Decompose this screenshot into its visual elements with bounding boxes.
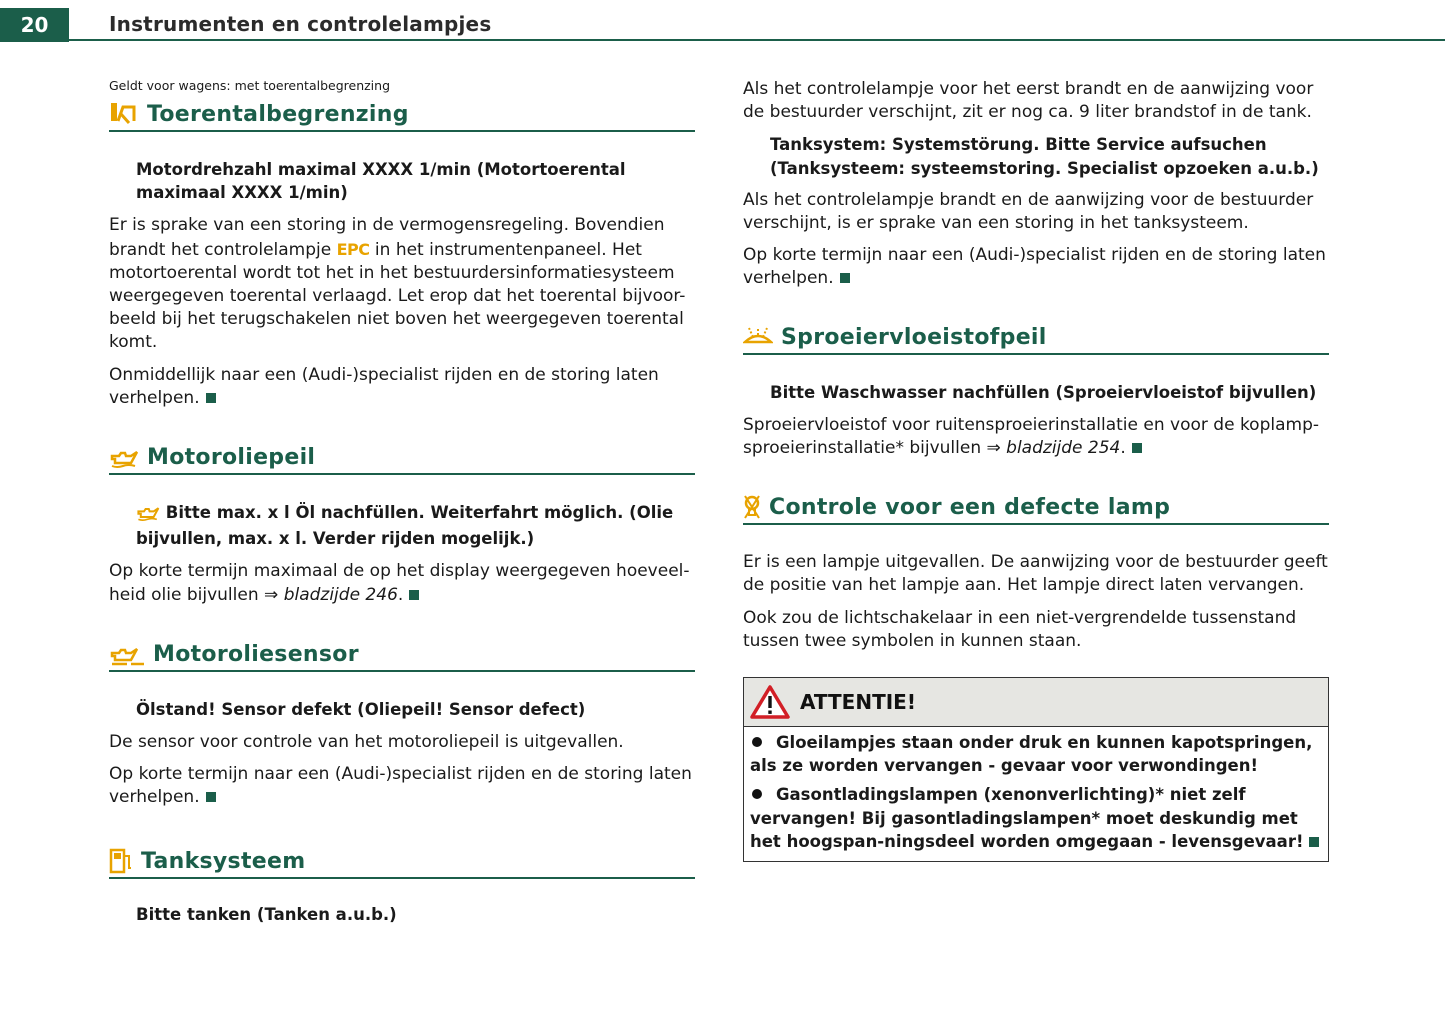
bulb-failure-icon	[743, 494, 761, 520]
paragraph-text: .	[1120, 438, 1126, 459]
section-title: Tanksysteem	[141, 848, 306, 874]
paragraph	[743, 244, 1329, 290]
display-message: Motordrehzahl maximal XXXX 1/min (Motortoerental maximaal XXXX 1/min)	[136, 160, 626, 203]
section-heading-motoroliesensor	[109, 636, 695, 672]
display-message	[109, 501, 695, 550]
page-reference-link[interactable]: bladzijde 254	[1006, 438, 1121, 459]
oil-can-icon	[136, 504, 160, 527]
arrow-icon: ⇒	[264, 584, 279, 605]
oil-sensor-icon	[109, 641, 145, 667]
oil-can-icon	[109, 444, 139, 470]
section-title: Controle voor een defecte lamp	[769, 495, 1171, 521]
warning-item	[750, 783, 1322, 853]
paragraph-text: Op korte termijn naar een (Audi-)specialist rijden en de storing laten verhelpen.	[109, 764, 692, 808]
bullet-icon	[752, 789, 762, 799]
end-marker	[206, 393, 216, 403]
end-marker	[206, 792, 216, 802]
paragraph-text: Onmiddellijk naar een (Audi-)specialist rijden en de storing laten verhelpen.	[109, 364, 659, 408]
page-reference-link[interactable]: bladzijde 246	[283, 584, 398, 605]
paragraph	[109, 364, 695, 410]
fuel-pump-icon	[109, 848, 133, 874]
warning-triangle-icon	[750, 684, 790, 720]
paragraph	[743, 414, 1329, 460]
header-rule	[69, 39, 1445, 41]
warning-body	[744, 727, 1328, 861]
warning-header	[744, 678, 1328, 727]
section-title: Toerentalbegrenzing	[147, 102, 409, 127]
section-heading-sproeiervloeistofpeil	[743, 319, 1329, 355]
warning-box	[743, 677, 1329, 862]
chapter-title: Instrumenten en controlelampjes	[109, 12, 492, 36]
right-column	[743, 78, 1329, 862]
end-marker	[1132, 443, 1142, 453]
paragraph	[109, 214, 695, 354]
section-title: Sproeiervloeistofpeil	[781, 324, 1047, 350]
section-title: Motoroliesensor	[153, 641, 359, 667]
bullet-icon	[752, 737, 762, 747]
applies-note: Geldt voor wagens: met toerentalbegrenzing	[109, 78, 391, 93]
paragraph: Er is een lampje uitgevallen. De aanwijzing voor de bestuurder geeft de positie van het lampje aan. Het lampje direct laten vervangen.	[743, 552, 1328, 596]
paragraph-text: in het instrumentenpaneel. Het motortoerental wordt tot het in het bestuurdersinformatiesysteem weergegeven toerental verlaagd. Let erop dat het toerental bijvoor-beeld bij het terugschakelen niet boven het weergegeven toerental komt.	[109, 239, 686, 353]
section-heading-motoroliepeil	[109, 439, 695, 475]
display-message: Bitte tanken (Tanken a.u.b.)	[136, 904, 397, 924]
paragraph	[109, 763, 695, 809]
paragraph: Als het controlelampje brandt en de aanwijzing voor de bestuurder verschijnt, is er sprake van een storing in het tanksysteem.	[743, 189, 1314, 234]
end-marker	[1309, 837, 1319, 847]
left-column	[109, 78, 695, 926]
end-marker	[840, 273, 850, 283]
display-message-text: Bitte max. x l Öl nachfüllen. Weiterfahrt möglich. (Olie bijvullen, max. x l. Verder rijden mogelijk.)	[136, 503, 674, 549]
paragraph-text: Op korte termijn maximaal de op het display weergegeven hoeveel-heid olie bijvullen	[109, 561, 690, 605]
end-marker	[409, 590, 419, 600]
page-number: 20	[0, 8, 69, 42]
epc-indicator-icon: EPC	[336, 239, 370, 259]
paragraph: Als het controlelampje voor het eerst brandt en de aanwijzing voor de bestuurder verschijnt, zit er nog ca. 9 liter brandstof in de tank.	[743, 79, 1314, 123]
section-heading-toerentalbegrenzing	[109, 96, 695, 132]
section-heading-tanksysteem	[109, 843, 695, 879]
warning-text: Gloeilampjes staan onder druk en kunnen kapotspringen, als ze worden vervangen - gevaar voor verwondingen!	[750, 733, 1313, 776]
paragraph: Ook zou de lichtschakelaar in een niet-vergrendelde tussenstand tussen twee symbolen in kunnen staan.	[743, 607, 1297, 651]
paragraph-text: Er is sprake van een storing in de vermogensregeling. Bovendien brandt het controlelampje	[109, 215, 665, 260]
paragraph	[109, 560, 695, 606]
paragraph-text: Sproeiervloeistof voor ruitensproeierinstallatie en voor de koplamp-sproeierinstallatie* bijvullen	[743, 414, 1319, 459]
arrow-icon: ⇒	[986, 438, 1001, 459]
warning-title: ATTENTIE!	[800, 690, 916, 715]
display-message: Ölstand! Sensor defekt (Oliepeil! Sensor defect)	[136, 699, 586, 719]
warning-item	[750, 731, 1322, 777]
washer-fluid-icon	[743, 324, 773, 350]
display-message: Tanksystem: Systemstörung. Bitte Service aufsuchen (Tanksysteem: systeemstoring. Specialist opzoeken a.u.b.)	[770, 135, 1319, 178]
paragraph-text: Op korte termijn naar een (Audi-)specialist rijden en de storing laten verhelpen.	[743, 245, 1326, 289]
section-heading-defecte-lamp	[743, 489, 1329, 525]
section-title: Motoroliepeil	[147, 445, 316, 471]
paragraph-text: .	[397, 584, 404, 605]
rpm-limit-icon	[109, 101, 139, 127]
paragraph: De sensor voor controle van het motoroliepeil is uitgevallen.	[109, 732, 624, 753]
warning-text: Gasontladingslampen (xenonverlichting)* niet zelf vervangen! Bij gasontladingslampen* moet deskundig met het hoogspan-ningsdeel worden omgegaan - levensgevaar!	[750, 785, 1304, 851]
display-message: Bitte Waschwasser nachfüllen (Sproeiervloeistof bijvullen)	[770, 382, 1317, 402]
